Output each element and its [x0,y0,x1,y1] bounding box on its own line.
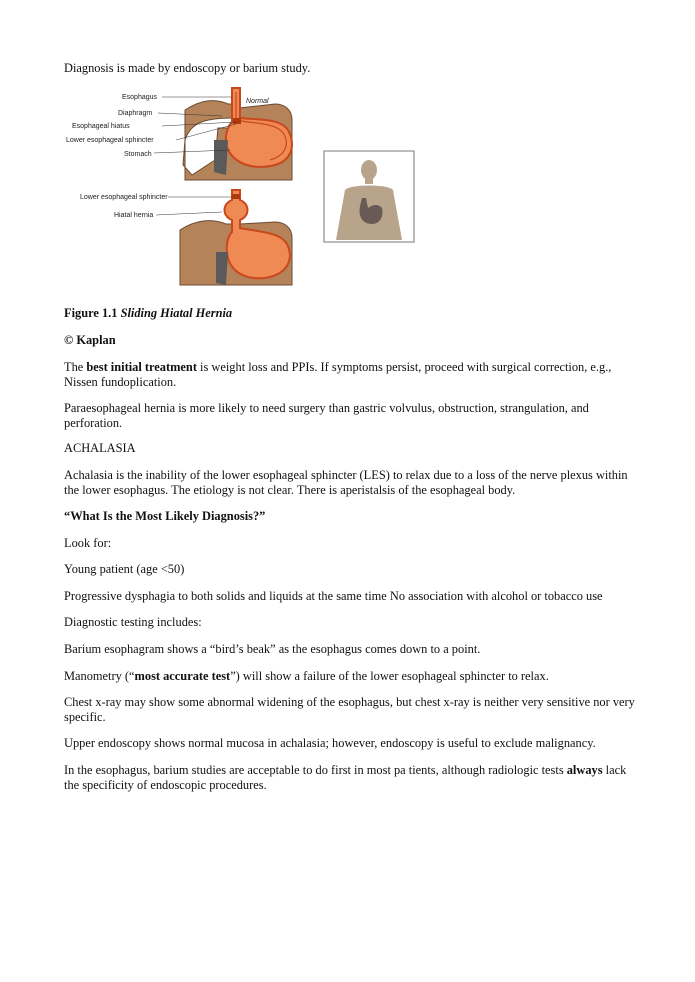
figure-number: Figure 1.1 [64,306,118,320]
diagnostic-testing-text: Diagnostic testing includes: [64,615,202,629]
achalasia-heading: ACHALASIA [64,441,136,455]
label-hiatal-hernia: Hiatal hernia [114,212,154,219]
label-esophagus: Esophagus [122,94,158,101]
paraesophageal-paragraph: Paraesophageal hernia is more likely to need surgery than gastric volvulus, obstruction, strangulation, and perforation. [64,401,589,430]
look-for-text: Look for: [64,536,112,550]
label-diaphragm: Diaphragm [118,110,153,117]
manometry-text: Manometry (“most accurate test”) will show a failure of the lower esophageal sphincter to relax. [64,669,549,683]
most-accurate-test: most accurate test [134,669,231,683]
diagnosis-question-heading: “What Is the Most Likely Diagnosis?” [64,509,266,523]
normal-anatomy-illustration [66,88,292,180]
figure-caption [64,306,644,321]
label-les-top: Lower esophageal sphincter [66,137,154,144]
normal-label: Normal [246,98,269,105]
chest-xray-paragraph: Chest x-ray may show some abnormal widening of the esophagus, but chest x-ray is neither very sensitive nor very specific. [64,695,635,724]
best-initial-treatment: best initial treatment [86,360,197,374]
young-patient-text: Young patient (age <50) [64,562,185,576]
torso-inset [324,151,414,242]
label-esophageal-hiatus: Esophageal hiatus [72,123,130,130]
barium-esophagram-text: Barium esophagram shows a “bird’s beak” as the esophagus comes down to a point. [64,642,481,656]
figure-title: Sliding Hiatal Hernia [120,306,233,320]
always-emphasis: always [566,763,603,777]
progressive-dysphagia-text: Progressive dysphagia to both solids and liquids at the same time No association with alcohol or tobacco use [64,589,603,603]
barium-studies-paragraph: In the esophagus, barium studies are acceptable to do first in most pa tients, although radiologic tests always lack the specificity of endoscopic procedures. [64,763,627,792]
intro-text: Diagnosis is made by endoscopy or barium study. [64,61,311,75]
treatment-paragraph: The best initial treatment is weight loss and PPIs. If symptoms persist, proceed with surgical correction, e.g., Nissen fundoplication. [64,360,612,389]
upper-endoscopy-text: Upper endoscopy shows normal mucosa in achalasia; however, endoscopy is useful to exclude malignancy. [64,736,596,750]
label-les-bottom: Lower esophageal sphincter [80,194,168,201]
hiatal-hernia-illustration [80,190,292,285]
achalasia-paragraph: Achalasia is the inability of the lower esophageal sphincter (LES) to relax due to a loss of the nerve plexus within the lower esophagus. The etiology is not clear. There is aperistalsis of the esophageal body. [64,468,628,497]
label-stomach: Stomach [124,151,152,158]
figure-credit: © Kaplan [64,333,116,347]
hiatal-hernia-figure [0,0,695,300]
